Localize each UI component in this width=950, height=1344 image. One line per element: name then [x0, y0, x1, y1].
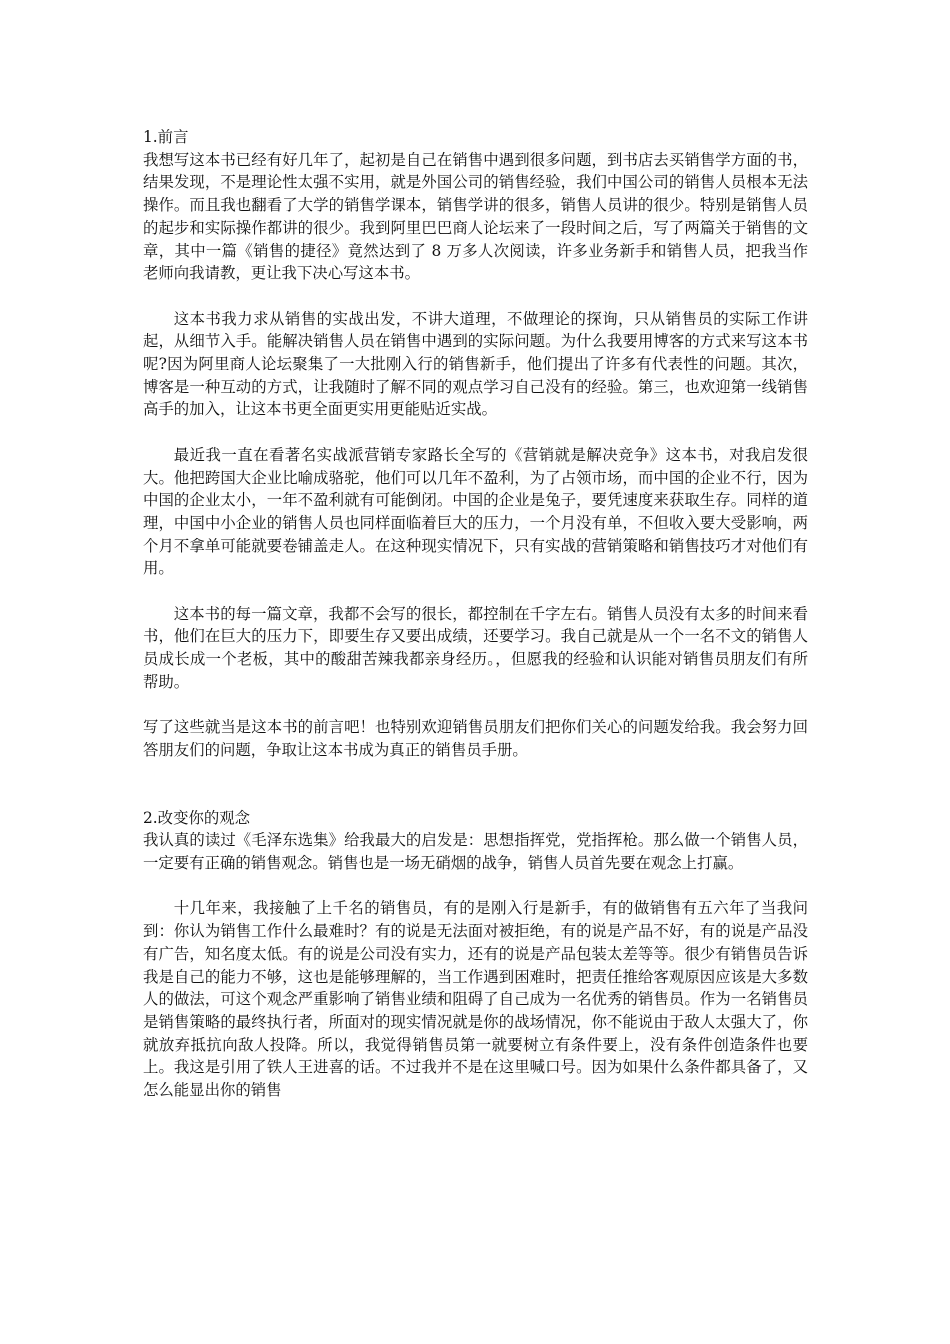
document-body [143, 126, 808, 1102]
section-heading: 2.改变你的观念 [143, 808, 251, 827]
paragraph-spacer [143, 694, 808, 717]
paragraph-spacer [143, 421, 808, 444]
section-change-mindset [143, 807, 808, 1102]
paragraph: 我认真的读过《毛泽东选集》给我最大的启发是：思想指挥党，党指挥枪。那么做一个销售人员，一定要有正确的销售观念。销售也是一场无硝烟的战争，销售人员首先要在观念上打赢。 [143, 831, 808, 873]
section-heading: 1.前言 [143, 128, 189, 146]
paragraph: 这本书我力求从销售的实战出发，不讲大道理，不做理论的探询，只从销售员的实际工作讲起，从细节入手。能解决销售人员在销售中遇到的实际问题。为什么我要用博客的方式来写这本书呢?因为阿里商人论坛聚集了一大批刚入行的销售新手，他们提出了许多有代表性的问题。其次，博客是一种互动的方式，让我随时了解不同的观点学习自己没有的经验。第三，也欢迎第一线销售高手的加入，让这本书更全面更实用更能贴近实战。 [143, 309, 808, 419]
paragraph: 最近我一直在看著名实战派营销专家路长全写的《营销就是解决竞争》这本书，对我启发很大。他把跨国大企业比喻成骆驼，他们可以几年不盈利，为了占领市场，而中国的企业不行，因为中国的企业太小，一年不盈利就有可能倒闭。中国的企业是兔子，要凭速度来获取生存。同样的道理，中国中小企业的销售人员也同样面临着巨大的压力，一个月没有单，不但收入要大受影响，两个月不拿单可能就要卷铺盖走人。在这种现实情况下，只有实战的营销策略和销售技巧才对他们有用。 [143, 445, 808, 578]
paragraph: 我想写这本书已经有好几年了，起初是自己在销售中遇到很多问题，到书店去买销售学方面的书，结果发现，不是理论性太强不实用，就是外国公司的销售经验，我们中国公司的销售人员根本无法操作。而且我也翻看了大学的销售学课本，销售学讲的很多，销售人员讲的很少。特别是销售人员的起步和实际操作都讲的很少。我到阿里巴巴商人论坛来了一段时间之后，写了两篇关于销售的文章，其中一篇《销售的捷径》竟然达到了 8 万多人次阅读，许多业务新手和销售人员，把我当作老师向我请教，更让我下决心写这本书。 [143, 150, 808, 283]
section-spacer [143, 762, 808, 807]
paragraph-spacer [143, 580, 808, 603]
paragraph-spacer [143, 285, 808, 308]
paragraph-spacer [143, 875, 808, 898]
paragraph: 十几年来，我接触了上千名的销售员，有的是刚入行是新手，有的做销售有五六年了当我问到：你认为销售工作什么最难时？有的说是无法面对被拒绝，有的说是产品不好，有的说是产品没有广告，知名度太低。有的说是公司没有实力，还有的说是产品包装太差等等。很少有销售员告诉我是自己的能力不够，这也是能够理解的，当工作遇到困难时，把责任推给客观原因应该是大多数人的做法，可这个观念严重影响了销售业绩和阻碍了自己成为一名优秀的销售员。作为一名销售员是销售策略的最终执行者，所面对的现实情况就是你的战场情况，你不能说由于敌人太强大了，你就放弃抵抗向敌人投降。所以，我觉得销售员第一就要树立有条件要上，没有条件创造条件也要上。我这是引用了铁人王进喜的话。不过我并不是在这里喊口号。因为如果什么条件都具备了，又怎么能显出你的销售 [143, 899, 808, 1100]
paragraph: 这本书的每一篇文章，我都不会写的很长，都控制在千字左右。销售人员没有太多的时间来看书，他们在巨大的压力下，即要生存又要出成绩，还要学习。我自己就是从一个一名不文的销售人员成长成一个老板，其中的酸甜苦辣我都亲身经历。，但愿我的经验和认识能对销售员朋友们有所帮助。 [143, 604, 808, 691]
section-preface [143, 126, 808, 762]
paragraph: 写了这些就当是这本书的前言吧！也特别欢迎销售员朋友们把你们关心的问题发给我。我会努力回答朋友们的问题，争取让这本书成为真正的销售员手册。 [143, 718, 808, 759]
